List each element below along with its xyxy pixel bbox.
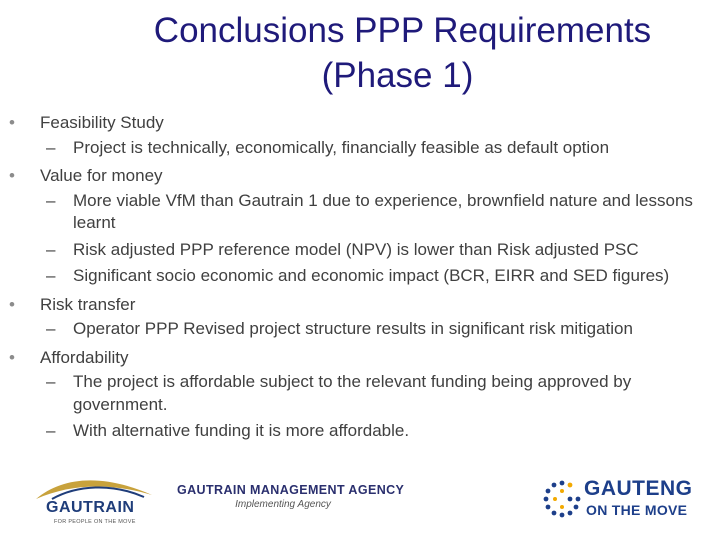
- sub-bullet-item: [0, 137, 720, 160]
- bullet-text: Affordability: [40, 347, 129, 367]
- dash-icon: –: [46, 137, 56, 157]
- slide-title: [0, 8, 720, 98]
- dash-icon: –: [46, 266, 56, 285]
- sub-bullet-text: More viable VfM than Gautrain 1 due to experience, brownfield nature and lessons learnt: [73, 190, 693, 232]
- agency-subtitle: Implementing Agency: [235, 499, 331, 510]
- bullet-list: [0, 110, 720, 447]
- title-line-1: Conclusions PPP Requirements: [153, 11, 652, 50]
- dash-icon: –: [46, 372, 56, 391]
- bullet-text: Feasibility Study: [40, 113, 164, 132]
- gautrain-tagline: FOR PEOPLE ON THE MOVE: [54, 519, 136, 525]
- bullet-item: [0, 110, 720, 137]
- dash-icon: –: [46, 421, 56, 440]
- bullet-dot-icon: •: [9, 113, 15, 132]
- sub-bullet-item: [0, 318, 720, 341]
- gauteng-logo-line2: ON THE MOVE: [586, 502, 688, 518]
- gauteng-g-mark-icon: [542, 479, 582, 519]
- bullet-item: [0, 345, 720, 372]
- bullet-dot-icon: •: [9, 294, 15, 314]
- bullet-text: Risk transfer: [40, 294, 136, 314]
- sub-bullet-text: The project is affordable subject to the relevant funding being approved by government.: [73, 372, 632, 414]
- bullet-dot-icon: •: [9, 166, 15, 185]
- gauteng-logo: [542, 473, 692, 529]
- sub-bullet-text: Significant socio economic and economic impact (BCR, EIRR and SED figures): [73, 266, 670, 285]
- title-line-2: (Phase 1): [321, 56, 474, 95]
- sub-bullet-text: With alternative funding it is more affordable.: [73, 421, 410, 440]
- sub-bullet-item: [0, 239, 720, 262]
- gautrain-swoosh-icon: [32, 471, 160, 501]
- bullet-dot-icon: •: [9, 347, 15, 367]
- agency-block: [177, 483, 417, 510]
- bullet-item: [0, 163, 720, 190]
- sub-bullet-item: [0, 190, 720, 235]
- dash-icon: –: [46, 239, 56, 259]
- agency-name: GAUTRAIN MANAGEMENT AGENCY: [177, 483, 405, 497]
- sub-bullet-item: [0, 371, 720, 416]
- bullet-item: [0, 292, 720, 319]
- gauteng-logo-line1: GAUTENG: [584, 477, 693, 500]
- gautrain-logo: [32, 471, 160, 531]
- sub-bullet-text: Risk adjusted PPP reference model (NPV) is lower than Risk adjusted PSC: [73, 239, 639, 259]
- footer-logos: [0, 465, 720, 540]
- sub-bullet-text: Operator PPP Revised project structure results in significant risk mitigation: [73, 319, 633, 338]
- gautrain-logo-text: GAUTRAIN: [46, 499, 135, 516]
- sub-bullet-item: [0, 420, 720, 443]
- dash-icon: –: [46, 319, 56, 338]
- bullet-text: Value for money: [40, 166, 163, 185]
- dash-icon: –: [46, 190, 56, 210]
- sub-bullet-item: [0, 265, 720, 288]
- sub-bullet-text: Project is technically, economically, financially feasible as default option: [73, 137, 610, 157]
